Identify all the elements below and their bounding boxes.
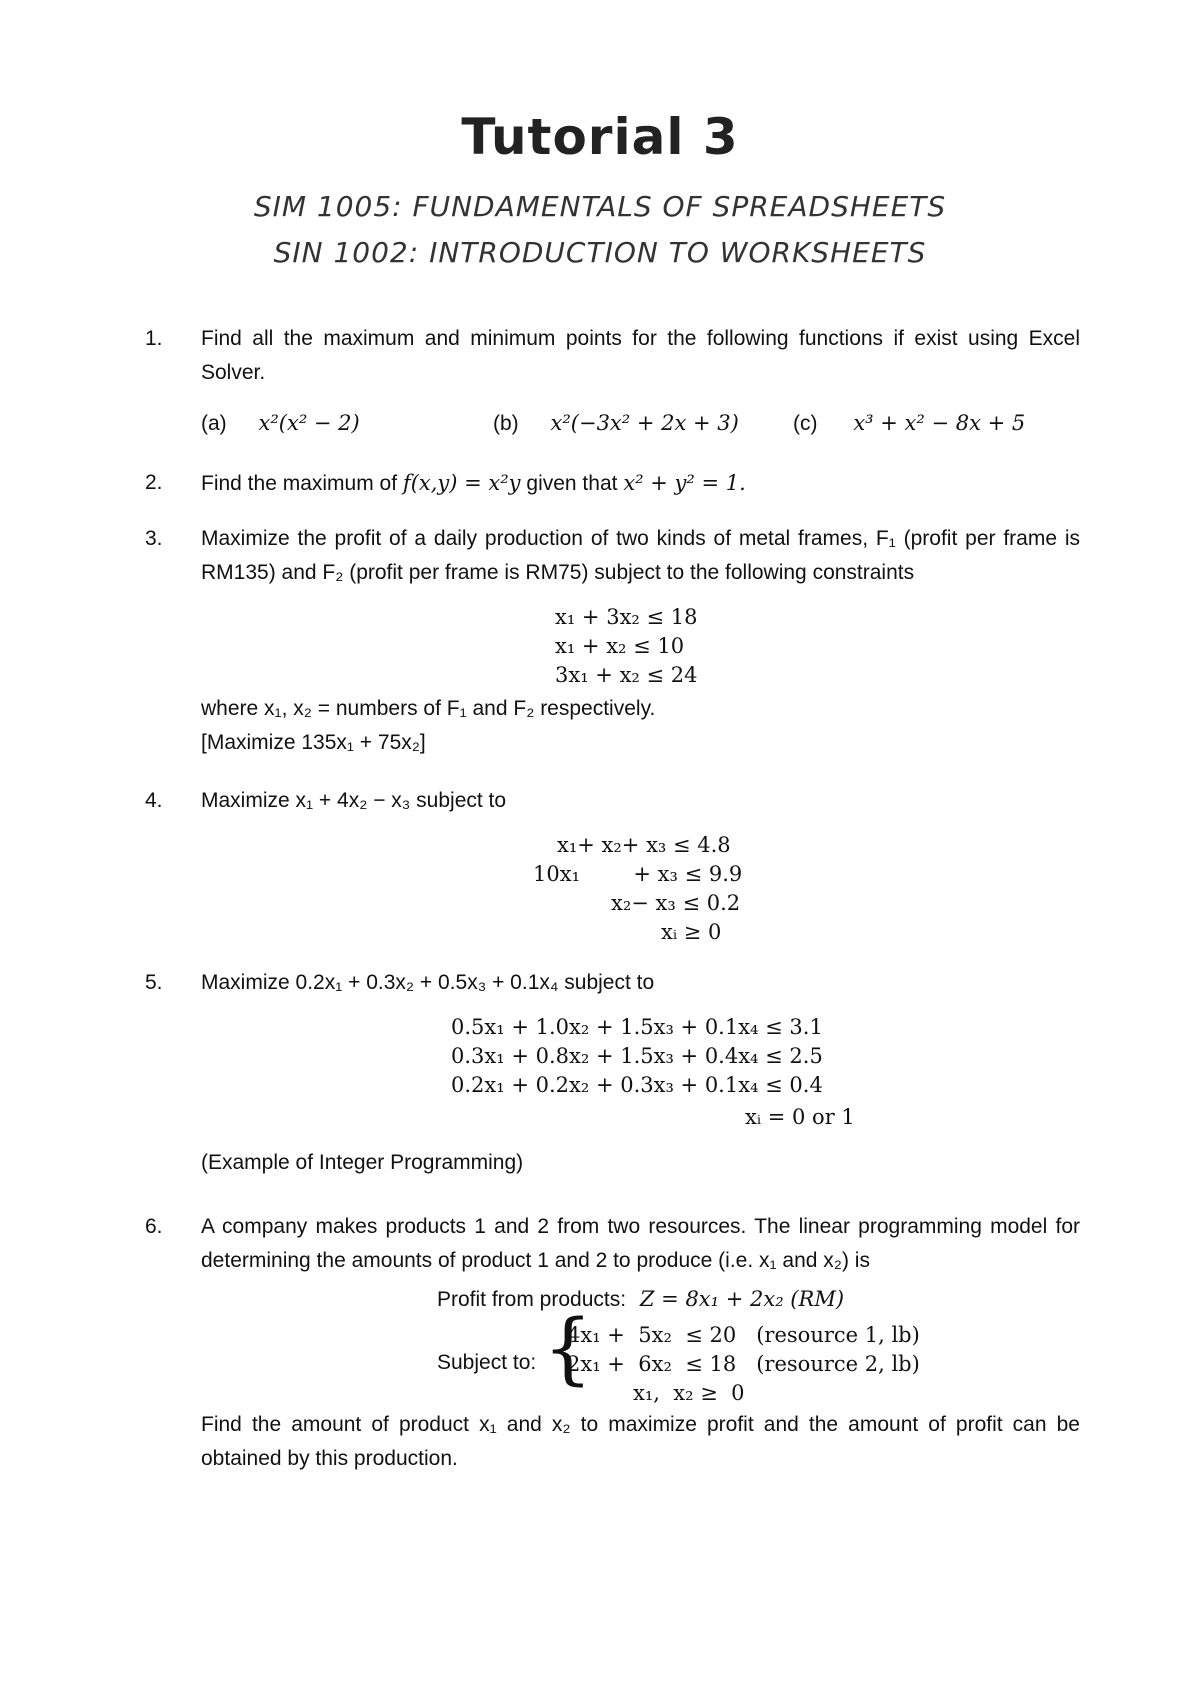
constraint-2: x₁ + x₂ ≤ 10 <box>555 634 685 658</box>
constraint-1: x₁ + 3x₂ ≤ 18 <box>555 605 698 629</box>
text-segment: Find the maximum of <box>201 472 398 495</box>
constraint-3: x₂− x₃ ≤ 0.2 <box>611 891 741 915</box>
question-number: 2. <box>145 471 163 494</box>
question-text: Maximize 0.2x₁ + 0.3x₂ + 0.5x₃ + 0.1x₄ subject to <box>201 971 655 994</box>
question-number: 6. <box>145 1215 163 1238</box>
constraint-1: x₁+ x₂+ x₃ ≤ 4.8 <box>557 833 731 857</box>
where-clause: where x₁, x₂ = numbers of F₁ and F₂ respectively. <box>201 697 656 720</box>
math-expression: x² + y² = 1. <box>623 471 746 495</box>
objective-function: [Maximize 135x₁ + 75x₂] <box>201 731 426 754</box>
part-label: (c) <box>793 412 818 435</box>
math-expression: f(x,y) = x²y <box>402 471 521 495</box>
constraint-4: xᵢ ≥ 0 <box>661 920 722 944</box>
page-title: Tutorial 3 <box>461 108 739 166</box>
question-4 <box>145 784 1080 954</box>
question-3 <box>145 522 1080 762</box>
question-text: A company makes products 1 and 2 from two resources. The linear programming model for determining the amounts of product 1 and 2 to produce (i.e. x₁ and x₂) is <box>201 1215 1080 1272</box>
question-text: Maximize x₁ + 4x₂ − x₃ subject to <box>201 789 507 812</box>
profit-label: Profit from products: <box>437 1288 627 1311</box>
question-number: 5. <box>145 971 163 994</box>
constraint-1: 0.5x₁ + 1.0x₂ + 1.5x₃ + 0.1x₄ ≤ 3.1 <box>451 1015 823 1039</box>
question-6 <box>145 1210 1080 1470</box>
part-b <box>493 406 739 441</box>
part-expression: x²(x² − 2) <box>258 411 360 435</box>
constraint-4: xᵢ = 0 or 1 <box>745 1105 855 1129</box>
part-expression: x²(−3x² + 2x + 3) <box>550 411 739 435</box>
question-5 <box>145 966 1080 1186</box>
question-number: 3. <box>145 527 163 550</box>
part-a <box>201 406 360 441</box>
constraint-2: 2x₁ + 6x₂ ≤ 18 (resource 2, lb) <box>567 1352 920 1376</box>
constraint-3: 0.2x₁ + 0.2x₂ + 0.3x₃ + 0.1x₄ ≤ 0.4 <box>451 1073 823 1097</box>
constraint-1: 4x₁ + 5x₂ ≤ 20 (resource 1, lb) <box>567 1323 920 1347</box>
constraint-3: x₁, x₂ ≥ 0 <box>633 1381 745 1405</box>
part-c <box>793 406 1025 441</box>
question-number: 1. <box>145 327 163 350</box>
question-1 <box>145 322 1080 442</box>
part-expression: x³ + x² − 8x + 5 <box>853 411 1026 435</box>
question-text <box>201 466 1080 501</box>
closing-text: Find the amount of product x₁ and x₂ to maximize profit and the amount of profit can be obtained by this production. <box>201 1413 1080 1470</box>
profit-expression: Z = 8x₁ + 2x₂ (RM) <box>639 1287 845 1311</box>
question-text: Find all the maximum and minimum points for the following functions if exist using Excel Solver. <box>201 327 1080 384</box>
question-number: 4. <box>145 789 163 812</box>
subject-label: Subject to: <box>437 1351 537 1374</box>
course-subtitle-2: SIN 1002: INTRODUCTION TO WORKSHEETS <box>273 236 927 269</box>
question-note: (Example of Integer Programming) <box>201 1151 524 1174</box>
left-brace: { <box>543 1304 593 1394</box>
course-subtitle-1: SIM 1005: FUNDAMENTALS OF SPREADSHEETS <box>253 190 947 223</box>
constraint-3: 3x₁ + x₂ ≤ 24 <box>555 663 698 687</box>
question-2 <box>145 466 1080 506</box>
part-label: (b) <box>493 412 519 435</box>
profit-line <box>437 1282 844 1317</box>
constraint-2: 10x₁ + x₃ ≤ 9.9 <box>533 862 743 886</box>
part-label: (a) <box>201 412 227 435</box>
question-text: Maximize the profit of a daily production of two kinds of metal frames, F₁ (profit per frame is RM135) and F₂ (profit per frame is RM75) subject to the following constraints <box>201 527 1080 584</box>
constraint-2: 0.3x₁ + 0.8x₂ + 1.5x₃ + 0.4x₄ ≤ 2.5 <box>451 1044 823 1068</box>
text-segment: given that <box>526 472 618 495</box>
